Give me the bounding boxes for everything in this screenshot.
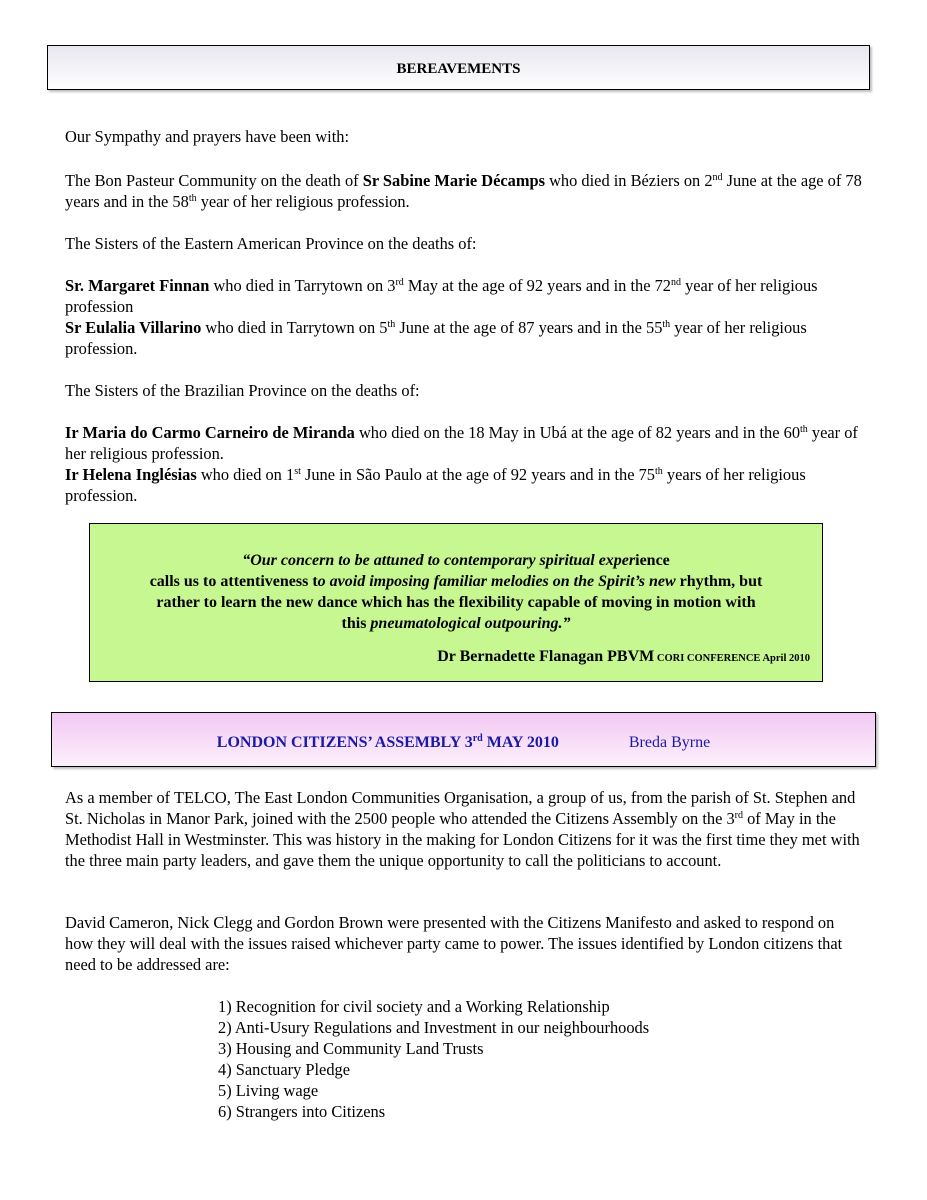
list-item: 5) Living wage (218, 1081, 319, 1100)
helena-entry (65, 464, 865, 506)
text-span: pneumatological outpouring.” (370, 615, 571, 632)
bereavements-banner (47, 45, 870, 90)
text-span: who died in Tarrytown on 3 (209, 276, 396, 295)
ordinal-suffix: th (188, 193, 197, 204)
quote-source: CORI CONFERENCE April 2010 (654, 653, 810, 664)
sister-name: Ir Helena Inglésias (65, 465, 197, 484)
quote-box (89, 523, 823, 682)
text-span: May at the age of 92 years and in the 72 (403, 276, 671, 295)
quote-body (90, 550, 822, 634)
quote-attribution (437, 648, 810, 666)
text-span: year of her religious profession. (65, 318, 807, 358)
sister-name: Sr Eulalia Villarino (65, 318, 202, 337)
assembly-paragraph-1 (65, 787, 865, 871)
sister-name: Ir Maria do Carmo Carneiro de Miranda (65, 423, 355, 442)
text-span: MAY 2010 (482, 734, 559, 751)
list-item: 1) Recognition for civil society and a Working Relationship (218, 997, 610, 1016)
text-span: The Bon Pasteur Community on the death of (65, 171, 363, 190)
text-span: June at the age of 87 years and in the 55 (395, 318, 663, 337)
quote-author: Dr Bernadette Flanagan PBVM (437, 648, 655, 665)
list-item: 6) Strangers into Citizens (218, 1102, 386, 1121)
text-span: “Our concern to be attuned to contemporary spiritual exper (242, 552, 636, 569)
text-span: of May in the Methodist Hall in Westminster. This was history in the making for London Citizens for it was the first time they met with the three main party leaders, and gave them the unique opportunity to call the politicians to account. (65, 809, 860, 870)
text-span: who died in Tarrytown on 5 (201, 318, 388, 337)
bon-pasteur-paragraph (65, 170, 865, 212)
bereavements-intro (65, 126, 865, 147)
eastern-deaths (65, 275, 865, 359)
margaret-entry (65, 275, 865, 317)
brazil-intro (65, 380, 865, 401)
text-span: year of her religious profession. (196, 192, 410, 211)
ordinal-suffix: rd (395, 277, 404, 288)
ordinal-suffix: rd (734, 810, 743, 821)
text-span: who died on 1 (196, 465, 295, 484)
text-span: o avoid imposing familiar melodies on the Spirit’s new (317, 573, 676, 590)
assembly-text-2: David Cameron, Nick Clegg and Gordon Brown were presented with the Citizens Manifesto and asked to respond on how they will deal with the issues raised whichever party came to power. The issues identified by London citizens that need to be addressed are: (65, 913, 843, 974)
ordinal-suffix: th (800, 424, 808, 435)
list-item: 4) Sanctuary Pledge (218, 1060, 350, 1079)
text-span: As a member of TELCO, The East London Communities Organisation, a group of us, from the parish of St. Stephen and St. Nicholas in Manor Park, joined with the 2500 people who attended the Citizens Assembly on the 3 (65, 788, 856, 828)
text-span: June at the age of 78 years and in the 58 (65, 171, 862, 211)
maria-entry (65, 422, 865, 464)
ordinal-suffix: th (655, 466, 663, 477)
text-span: year of her religious profession. (65, 423, 858, 463)
eastern-intro-text: The Sisters of the Eastern American Province on the deaths of: (65, 234, 477, 253)
text-span: who died on the 18 May in Ubá at the age of 82 years and in the 60 (354, 423, 801, 442)
sister-name: Sr. Margaret Finnan (65, 276, 210, 295)
assembly-banner (51, 712, 876, 767)
assembly-title (217, 734, 559, 751)
brazil-intro-text: The Sisters of the Brazilian Province on the deaths of: (65, 381, 420, 400)
quote-line (90, 571, 822, 592)
quote-line: rather to learn the new dance which has the flexibility capable of moving in motion with (156, 594, 756, 611)
quote-line (90, 550, 822, 571)
text-span: who died in Béziers on 2 (545, 171, 713, 190)
ordinal-suffix: nd (712, 172, 723, 183)
text-span: year of her religious profession (65, 276, 818, 316)
text-span: this (341, 615, 371, 632)
ordinal-suffix: rd (472, 733, 483, 744)
text-span: rhythm, but (675, 573, 763, 590)
intro-text: Our Sympathy and prayers have been with: (65, 127, 350, 146)
list-item: 3) Housing and Community Land Trusts (218, 1039, 484, 1058)
eastern-intro (65, 233, 865, 254)
assembly-text-1 (65, 787, 865, 871)
list-item: 2) Anti-Usury Regulations and Investment in our neighbourhoods (218, 1018, 650, 1037)
assembly-paragraph-2 (65, 912, 865, 975)
ordinal-suffix: th (662, 319, 671, 330)
sister-name: Sr Sabine Marie Décamps (362, 171, 545, 190)
text-span: June in São Paulo at the age of 92 years and in the 75 (300, 465, 655, 484)
bereavements-title: BEREAVEMENTS (396, 61, 521, 77)
text-span: LONDON CITIZENS’ ASSEMBLY 3 (216, 734, 473, 751)
bon-pasteur-text (65, 170, 865, 212)
issues-list (218, 996, 649, 1122)
ordinal-suffix: th (387, 319, 396, 330)
ordinal-suffix: st (294, 466, 301, 477)
text-span: years of her religious profession. (65, 465, 806, 505)
eulalia-entry (65, 317, 865, 359)
assembly-author: Breda Byrne (628, 734, 711, 751)
ordinal-suffix: nd (670, 277, 681, 288)
text-span: ience (635, 552, 670, 569)
brazil-deaths (65, 422, 865, 506)
text-span: calls us to attentiveness t (149, 573, 318, 590)
quote-line (90, 613, 822, 634)
